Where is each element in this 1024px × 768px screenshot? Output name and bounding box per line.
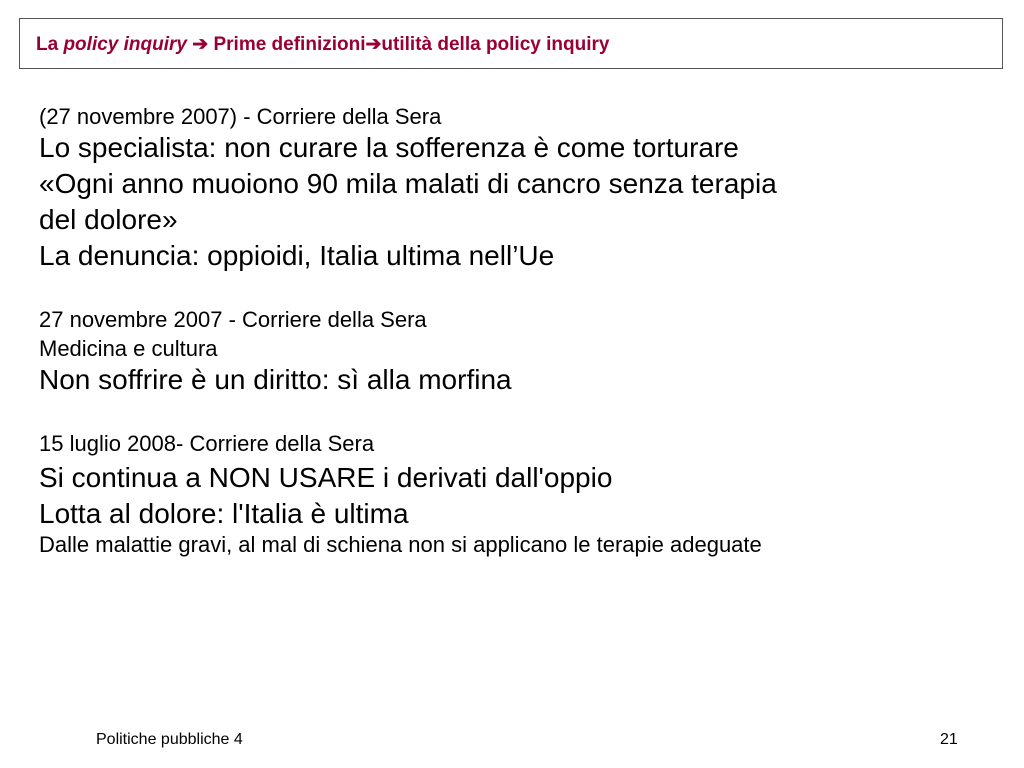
article-2-source: 27 novembre 2007 - Corriere della Sera xyxy=(39,307,427,332)
article-1-quote-line-2: del dolore» xyxy=(39,204,178,235)
article-3-source: 15 luglio 2008- Corriere della Sera xyxy=(39,431,375,456)
article-1-quote-line-1: «Ogni anno muoiono 90 mila malati di cancro senza terapia xyxy=(39,168,777,199)
title-part-prime-definizioni: Prime definizioni xyxy=(213,34,366,55)
article-2-section: Medicina e cultura xyxy=(39,336,218,361)
article-1-source: (27 novembre 2007) - Corriere della Sera xyxy=(39,104,442,129)
title-part-policy-inquiry: policy inquiry xyxy=(63,34,187,55)
footer-course-name: Politiche pubbliche 4 xyxy=(96,731,243,748)
spacer xyxy=(39,274,1009,304)
arrow-right-icon: ➔ xyxy=(365,34,382,55)
title-part-la: La xyxy=(36,34,64,55)
footer-page-number: 21 xyxy=(940,731,958,748)
article-1-headline: Lo specialista: non curare la sofferenza è come torturare xyxy=(39,132,739,163)
slide-title xyxy=(36,34,609,56)
slide-title-box xyxy=(19,18,1003,69)
article-3-headline-2: Lotta al dolore: l'Italia è ultima xyxy=(39,498,409,529)
article-1-subheadline: La denuncia: oppioidi, Italia ultima nell’Ue xyxy=(39,240,555,271)
article-2-headline: Non soffrire è un diritto: sì alla morfina xyxy=(39,364,512,395)
arrow-right-icon: ➔ xyxy=(186,34,214,55)
article-3-headline-1: Si continua a NON USARE i derivati dall'oppio xyxy=(39,462,613,493)
spacer xyxy=(39,398,1009,428)
title-part-utilita: utilità della policy inquiry xyxy=(381,34,610,55)
article-3-summary: Dalle malattie gravi, al mal di schiena non si applicano le terapie adeguate xyxy=(39,532,762,557)
slide-content xyxy=(39,104,1009,558)
